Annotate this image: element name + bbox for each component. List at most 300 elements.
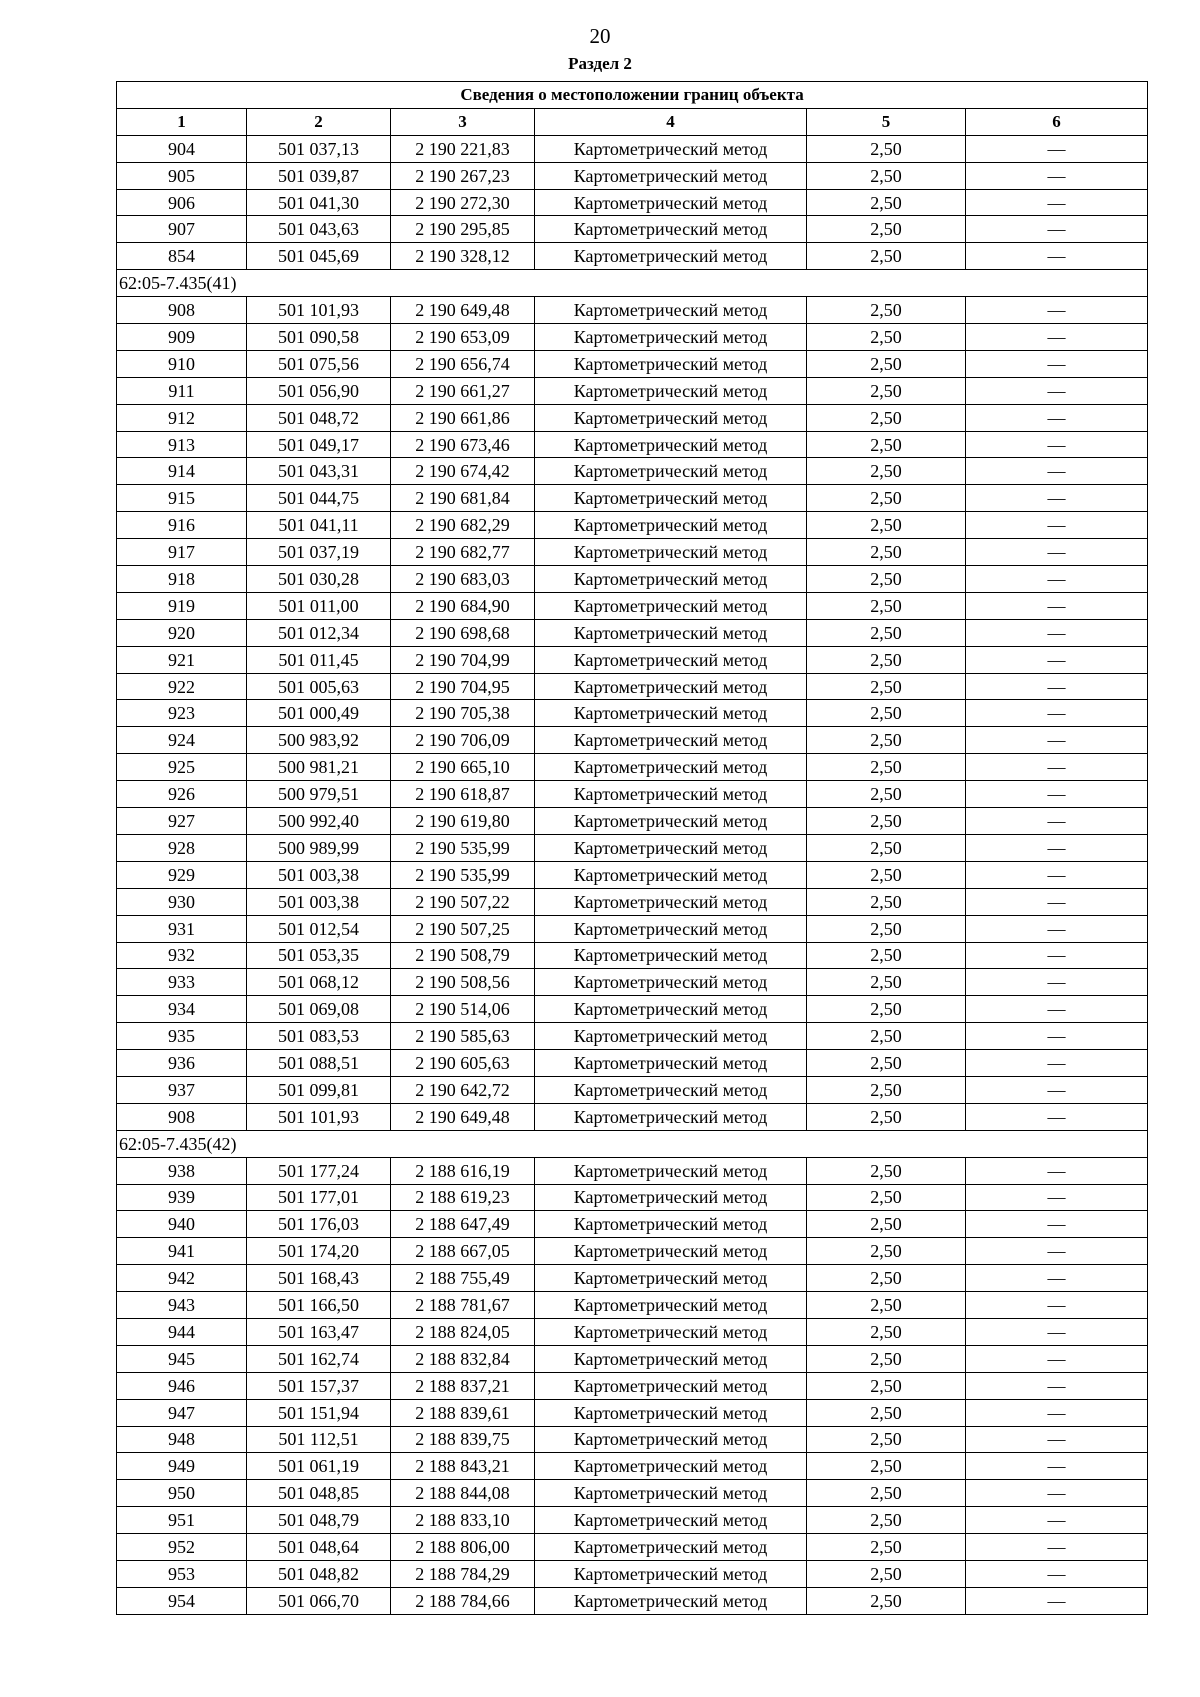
point-number-cell: 929 — [117, 861, 247, 888]
x-coordinate-cell: 501 099,81 — [247, 1076, 391, 1103]
x-coordinate-cell: 501 090,58 — [247, 324, 391, 351]
x-coordinate-cell: 501 037,19 — [247, 539, 391, 566]
table-row — [117, 942, 1148, 969]
description-cell: — — [966, 1534, 1148, 1561]
y-coordinate-cell: 2 188 833,10 — [391, 1507, 535, 1534]
table-row — [117, 458, 1148, 485]
description-cell: — — [966, 189, 1148, 216]
method-cell: Картометрический метод — [535, 539, 807, 566]
y-coordinate-cell: 2 190 507,22 — [391, 888, 535, 915]
accuracy-cell: 2,50 — [807, 458, 966, 485]
description-cell: — — [966, 512, 1148, 539]
y-coordinate-cell: 2 190 508,79 — [391, 942, 535, 969]
description-cell: — — [966, 458, 1148, 485]
x-coordinate-cell: 501 003,38 — [247, 888, 391, 915]
x-coordinate-cell: 501 011,00 — [247, 592, 391, 619]
accuracy-cell: 2,50 — [807, 1076, 966, 1103]
table-row — [117, 512, 1148, 539]
y-coordinate-cell: 2 188 806,00 — [391, 1534, 535, 1561]
method-cell: Картометрический метод — [535, 1587, 807, 1614]
y-coordinate-cell: 2 190 653,09 — [391, 324, 535, 351]
point-number-cell: 936 — [117, 1050, 247, 1077]
table-row — [117, 1292, 1148, 1319]
point-number-cell: 909 — [117, 324, 247, 351]
description-cell: — — [966, 1076, 1148, 1103]
method-cell: Картометрический метод — [535, 324, 807, 351]
column-header: 3 — [391, 108, 535, 135]
point-number-cell: 920 — [117, 619, 247, 646]
y-coordinate-cell: 2 190 698,68 — [391, 619, 535, 646]
description-cell: — — [966, 1318, 1148, 1345]
description-cell: — — [966, 243, 1148, 270]
point-number-cell: 943 — [117, 1292, 247, 1319]
point-number-cell: 915 — [117, 485, 247, 512]
table-row — [117, 888, 1148, 915]
accuracy-cell: 2,50 — [807, 1211, 966, 1238]
description-cell: — — [966, 754, 1148, 781]
column-header-row — [117, 108, 1148, 135]
method-cell: Картометрический метод — [535, 1211, 807, 1238]
point-number-cell: 923 — [117, 700, 247, 727]
point-number-cell: 931 — [117, 915, 247, 942]
accuracy-cell: 2,50 — [807, 1238, 966, 1265]
method-cell: Картометрический метод — [535, 1265, 807, 1292]
accuracy-cell: 2,50 — [807, 592, 966, 619]
y-coordinate-cell: 2 188 784,66 — [391, 1587, 535, 1614]
description-cell: — — [966, 1238, 1148, 1265]
y-coordinate-cell: 2 188 781,67 — [391, 1292, 535, 1319]
table-row — [117, 297, 1148, 324]
description-cell: — — [966, 996, 1148, 1023]
description-cell: — — [966, 1426, 1148, 1453]
accuracy-cell: 2,50 — [807, 673, 966, 700]
table-row — [117, 1426, 1148, 1453]
accuracy-cell: 2,50 — [807, 1453, 966, 1480]
method-cell: Картометрический метод — [535, 1076, 807, 1103]
method-cell: Картометрический метод — [535, 673, 807, 700]
x-coordinate-cell: 500 981,21 — [247, 754, 391, 781]
point-number-cell: 947 — [117, 1399, 247, 1426]
y-coordinate-cell: 2 188 824,05 — [391, 1318, 535, 1345]
method-cell: Картометрический метод — [535, 350, 807, 377]
description-cell: — — [966, 162, 1148, 189]
x-coordinate-cell: 500 979,51 — [247, 781, 391, 808]
description-cell: — — [966, 1023, 1148, 1050]
accuracy-cell: 2,50 — [807, 781, 966, 808]
point-number-cell: 937 — [117, 1076, 247, 1103]
accuracy-cell: 2,50 — [807, 512, 966, 539]
method-cell: Картометрический метод — [535, 592, 807, 619]
table-row — [117, 592, 1148, 619]
x-coordinate-cell: 501 045,69 — [247, 243, 391, 270]
point-number-cell: 922 — [117, 673, 247, 700]
description-cell: — — [966, 1265, 1148, 1292]
accuracy-cell: 2,50 — [807, 942, 966, 969]
method-cell: Картометрический метод — [535, 888, 807, 915]
description-cell: — — [966, 592, 1148, 619]
x-coordinate-cell: 501 012,54 — [247, 915, 391, 942]
accuracy-cell: 2,50 — [807, 1399, 966, 1426]
method-cell: Картометрический метод — [535, 1534, 807, 1561]
x-coordinate-cell: 501 163,47 — [247, 1318, 391, 1345]
point-number-cell: 950 — [117, 1480, 247, 1507]
method-cell: Картометрический метод — [535, 646, 807, 673]
method-cell: Картометрический метод — [535, 1023, 807, 1050]
method-cell: Картометрический метод — [535, 404, 807, 431]
table-row — [117, 189, 1148, 216]
method-cell: Картометрический метод — [535, 431, 807, 458]
y-coordinate-cell: 2 190 705,38 — [391, 700, 535, 727]
method-cell: Картометрический метод — [535, 781, 807, 808]
y-coordinate-cell: 2 190 649,48 — [391, 297, 535, 324]
y-coordinate-cell: 2 190 684,90 — [391, 592, 535, 619]
point-number-cell: 934 — [117, 996, 247, 1023]
column-header: 4 — [535, 108, 807, 135]
point-number-cell: 949 — [117, 1453, 247, 1480]
x-coordinate-cell: 501 162,74 — [247, 1345, 391, 1372]
table-row — [117, 673, 1148, 700]
description-cell: — — [966, 431, 1148, 458]
accuracy-cell: 2,50 — [807, 888, 966, 915]
description-cell: — — [966, 135, 1148, 162]
method-cell: Картометрический метод — [535, 942, 807, 969]
method-cell: Картометрический метод — [535, 700, 807, 727]
description-cell: — — [966, 377, 1148, 404]
y-coordinate-cell: 2 190 682,77 — [391, 539, 535, 566]
method-cell: Картометрический метод — [535, 1453, 807, 1480]
x-coordinate-cell: 501 112,51 — [247, 1426, 391, 1453]
accuracy-cell: 2,50 — [807, 189, 966, 216]
x-coordinate-cell: 501 011,45 — [247, 646, 391, 673]
x-coordinate-cell: 501 177,24 — [247, 1157, 391, 1184]
accuracy-cell: 2,50 — [807, 135, 966, 162]
x-coordinate-cell: 501 048,85 — [247, 1480, 391, 1507]
description-cell: — — [966, 942, 1148, 969]
accuracy-cell: 2,50 — [807, 1345, 966, 1372]
y-coordinate-cell: 2 190 508,56 — [391, 969, 535, 996]
method-cell: Картометрический метод — [535, 619, 807, 646]
description-cell: — — [966, 297, 1148, 324]
accuracy-cell: 2,50 — [807, 297, 966, 324]
x-coordinate-cell: 501 083,53 — [247, 1023, 391, 1050]
accuracy-cell: 2,50 — [807, 1318, 966, 1345]
x-coordinate-cell: 501 000,49 — [247, 700, 391, 727]
point-number-cell: 942 — [117, 1265, 247, 1292]
x-coordinate-cell: 501 049,17 — [247, 431, 391, 458]
description-cell: — — [966, 404, 1148, 431]
x-coordinate-cell: 500 992,40 — [247, 808, 391, 835]
point-number-cell: 918 — [117, 566, 247, 593]
method-cell: Картометрический метод — [535, 1426, 807, 1453]
y-coordinate-cell: 2 188 616,19 — [391, 1157, 535, 1184]
section-title: Раздел 2 — [568, 54, 632, 73]
point-number-cell: 914 — [117, 458, 247, 485]
method-cell: Картометрический метод — [535, 1292, 807, 1319]
accuracy-cell: 2,50 — [807, 1050, 966, 1077]
accuracy-cell: 2,50 — [807, 377, 966, 404]
description-cell: — — [966, 727, 1148, 754]
x-coordinate-cell: 501 048,79 — [247, 1507, 391, 1534]
description-cell: — — [966, 1372, 1148, 1399]
point-number-cell: 932 — [117, 942, 247, 969]
accuracy-cell: 2,50 — [807, 1184, 966, 1211]
y-coordinate-cell: 2 190 682,29 — [391, 512, 535, 539]
table-row — [117, 1480, 1148, 1507]
table-row — [117, 1453, 1148, 1480]
table-row — [117, 350, 1148, 377]
point-number-cell: 953 — [117, 1560, 247, 1587]
description-cell: — — [966, 1453, 1148, 1480]
table-row — [117, 1265, 1148, 1292]
point-number-cell: 925 — [117, 754, 247, 781]
column-header: 6 — [966, 108, 1148, 135]
accuracy-cell: 2,50 — [807, 700, 966, 727]
point-number-cell: 927 — [117, 808, 247, 835]
description-cell: — — [966, 566, 1148, 593]
x-coordinate-cell: 501 069,08 — [247, 996, 391, 1023]
point-number-cell: 912 — [117, 404, 247, 431]
accuracy-cell: 2,50 — [807, 1372, 966, 1399]
y-coordinate-cell: 2 190 267,23 — [391, 162, 535, 189]
y-coordinate-cell: 2 190 605,63 — [391, 1050, 535, 1077]
point-number-cell: 924 — [117, 727, 247, 754]
y-coordinate-cell: 2 190 507,25 — [391, 915, 535, 942]
table-row — [117, 1560, 1148, 1587]
description-cell: — — [966, 1103, 1148, 1130]
accuracy-cell: 2,50 — [807, 350, 966, 377]
description-cell: — — [966, 834, 1148, 861]
accuracy-cell: 2,50 — [807, 754, 966, 781]
point-number-cell: 940 — [117, 1211, 247, 1238]
table-row — [117, 404, 1148, 431]
point-number-cell: 904 — [117, 135, 247, 162]
table-row — [117, 646, 1148, 673]
point-number-cell: 951 — [117, 1507, 247, 1534]
method-cell: Картометрический метод — [535, 834, 807, 861]
table-title: Сведения о местоположении границ объекта — [117, 82, 1148, 109]
y-coordinate-cell: 2 190 665,10 — [391, 754, 535, 781]
y-coordinate-cell: 2 190 295,85 — [391, 216, 535, 243]
table-title-row — [117, 82, 1148, 109]
table-row — [117, 996, 1148, 1023]
x-coordinate-cell: 501 048,64 — [247, 1534, 391, 1561]
point-number-cell: 913 — [117, 431, 247, 458]
method-cell: Картометрический метод — [535, 1157, 807, 1184]
accuracy-cell: 2,50 — [807, 996, 966, 1023]
accuracy-cell: 2,50 — [807, 1426, 966, 1453]
x-coordinate-cell: 501 056,90 — [247, 377, 391, 404]
table-row — [117, 1534, 1148, 1561]
table-row — [117, 1050, 1148, 1077]
x-coordinate-cell: 501 157,37 — [247, 1372, 391, 1399]
column-header: 2 — [247, 108, 391, 135]
table-row — [117, 539, 1148, 566]
y-coordinate-cell: 2 190 681,84 — [391, 485, 535, 512]
description-cell: — — [966, 861, 1148, 888]
table-row — [117, 834, 1148, 861]
method-cell: Картометрический метод — [535, 1372, 807, 1399]
accuracy-cell: 2,50 — [807, 1157, 966, 1184]
x-coordinate-cell: 501 048,82 — [247, 1560, 391, 1587]
x-coordinate-cell: 501 166,50 — [247, 1292, 391, 1319]
x-coordinate-cell: 501 101,93 — [247, 297, 391, 324]
x-coordinate-cell: 501 088,51 — [247, 1050, 391, 1077]
point-number-cell: 952 — [117, 1534, 247, 1561]
y-coordinate-cell: 2 188 843,21 — [391, 1453, 535, 1480]
point-number-cell: 939 — [117, 1184, 247, 1211]
point-number-cell: 905 — [117, 162, 247, 189]
accuracy-cell: 2,50 — [807, 1507, 966, 1534]
x-coordinate-cell: 501 041,11 — [247, 512, 391, 539]
y-coordinate-cell: 2 188 755,49 — [391, 1265, 535, 1292]
accuracy-cell: 2,50 — [807, 1587, 966, 1614]
x-coordinate-cell: 501 012,34 — [247, 619, 391, 646]
table-row — [117, 754, 1148, 781]
boundary-coordinates-table — [116, 81, 1148, 1615]
description-cell: — — [966, 1345, 1148, 1372]
table-row — [117, 915, 1148, 942]
x-coordinate-cell: 501 168,43 — [247, 1265, 391, 1292]
description-cell: — — [966, 1050, 1148, 1077]
x-coordinate-cell: 501 176,03 — [247, 1211, 391, 1238]
description-cell: — — [966, 539, 1148, 566]
point-number-cell: 948 — [117, 1426, 247, 1453]
table-row — [117, 1103, 1148, 1130]
method-cell: Картометрический метод — [535, 1103, 807, 1130]
accuracy-cell: 2,50 — [807, 1534, 966, 1561]
description-cell: — — [966, 485, 1148, 512]
point-number-cell: 919 — [117, 592, 247, 619]
y-coordinate-cell: 2 190 272,30 — [391, 189, 535, 216]
point-number-cell: 938 — [117, 1157, 247, 1184]
x-coordinate-cell: 501 048,72 — [247, 404, 391, 431]
y-coordinate-cell: 2 190 683,03 — [391, 566, 535, 593]
description-cell: — — [966, 969, 1148, 996]
y-coordinate-cell: 2 190 514,06 — [391, 996, 535, 1023]
accuracy-cell: 2,50 — [807, 646, 966, 673]
point-number-cell: 946 — [117, 1372, 247, 1399]
point-number-cell: 916 — [117, 512, 247, 539]
table-row — [117, 1238, 1148, 1265]
table-row — [117, 727, 1148, 754]
y-coordinate-cell: 2 190 618,87 — [391, 781, 535, 808]
description-cell: — — [966, 808, 1148, 835]
table-row — [117, 1157, 1148, 1184]
description-cell: — — [966, 1560, 1148, 1587]
description-cell: — — [966, 1157, 1148, 1184]
table-row — [117, 1399, 1148, 1426]
y-coordinate-cell: 2 190 674,42 — [391, 458, 535, 485]
method-cell: Картометрический метод — [535, 485, 807, 512]
table-row — [117, 162, 1148, 189]
accuracy-cell: 2,50 — [807, 404, 966, 431]
table-row — [117, 324, 1148, 351]
y-coordinate-cell: 2 190 328,12 — [391, 243, 535, 270]
description-cell: — — [966, 646, 1148, 673]
accuracy-cell: 2,50 — [807, 1265, 966, 1292]
table-row — [117, 1507, 1148, 1534]
description-cell: — — [966, 324, 1148, 351]
table-row — [117, 243, 1148, 270]
y-coordinate-cell: 2 190 535,99 — [391, 861, 535, 888]
method-cell: Картометрический метод — [535, 162, 807, 189]
y-coordinate-cell: 2 190 585,63 — [391, 1023, 535, 1050]
x-coordinate-cell: 501 151,94 — [247, 1399, 391, 1426]
table-row — [117, 861, 1148, 888]
description-cell: — — [966, 1399, 1148, 1426]
point-number-cell: 941 — [117, 1238, 247, 1265]
table-row — [117, 377, 1148, 404]
y-coordinate-cell: 2 188 647,49 — [391, 1211, 535, 1238]
accuracy-cell: 2,50 — [807, 915, 966, 942]
x-coordinate-cell: 501 005,63 — [247, 673, 391, 700]
accuracy-cell: 2,50 — [807, 216, 966, 243]
point-number-cell: 954 — [117, 1587, 247, 1614]
x-coordinate-cell: 501 044,75 — [247, 485, 391, 512]
point-number-cell: 944 — [117, 1318, 247, 1345]
method-cell: Картометрический метод — [535, 808, 807, 835]
table-row — [117, 808, 1148, 835]
point-number-cell: 907 — [117, 216, 247, 243]
table-row — [117, 566, 1148, 593]
description-cell: — — [966, 888, 1148, 915]
table-row — [117, 485, 1148, 512]
description-cell: — — [966, 1292, 1148, 1319]
table-row — [117, 1184, 1148, 1211]
accuracy-cell: 2,50 — [807, 1103, 966, 1130]
accuracy-cell: 2,50 — [807, 431, 966, 458]
method-cell: Картометрический метод — [535, 297, 807, 324]
point-number-cell: 908 — [117, 1103, 247, 1130]
y-coordinate-cell: 2 190 661,86 — [391, 404, 535, 431]
x-coordinate-cell: 501 043,31 — [247, 458, 391, 485]
point-number-cell: 910 — [117, 350, 247, 377]
accuracy-cell: 2,50 — [807, 162, 966, 189]
table-row — [117, 1587, 1148, 1614]
group-label: 62:05-7.435(41) — [117, 270, 1148, 297]
accuracy-cell: 2,50 — [807, 1023, 966, 1050]
method-cell: Картометрический метод — [535, 1050, 807, 1077]
point-number-cell: 926 — [117, 781, 247, 808]
table-row — [117, 431, 1148, 458]
y-coordinate-cell: 2 188 619,23 — [391, 1184, 535, 1211]
point-number-cell: 854 — [117, 243, 247, 270]
method-cell: Картометрический метод — [535, 566, 807, 593]
accuracy-cell: 2,50 — [807, 727, 966, 754]
accuracy-cell: 2,50 — [807, 808, 966, 835]
y-coordinate-cell: 2 190 661,27 — [391, 377, 535, 404]
page-number: 20 — [589, 24, 611, 48]
description-cell: — — [966, 781, 1148, 808]
method-cell: Картометрический метод — [535, 996, 807, 1023]
method-cell: Картометрический метод — [535, 1184, 807, 1211]
method-cell: Картометрический метод — [535, 727, 807, 754]
group-header-row — [117, 1130, 1148, 1157]
description-cell: — — [966, 216, 1148, 243]
point-number-cell: 911 — [117, 377, 247, 404]
y-coordinate-cell: 2 190 642,72 — [391, 1076, 535, 1103]
method-cell: Картометрический метод — [535, 1560, 807, 1587]
point-number-cell: 933 — [117, 969, 247, 996]
method-cell: Картометрический метод — [535, 216, 807, 243]
x-coordinate-cell: 501 043,63 — [247, 216, 391, 243]
point-number-cell: 908 — [117, 297, 247, 324]
y-coordinate-cell: 2 190 649,48 — [391, 1103, 535, 1130]
point-number-cell: 906 — [117, 189, 247, 216]
method-cell: Картометрический метод — [535, 754, 807, 781]
accuracy-cell: 2,50 — [807, 1480, 966, 1507]
y-coordinate-cell: 2 188 844,08 — [391, 1480, 535, 1507]
